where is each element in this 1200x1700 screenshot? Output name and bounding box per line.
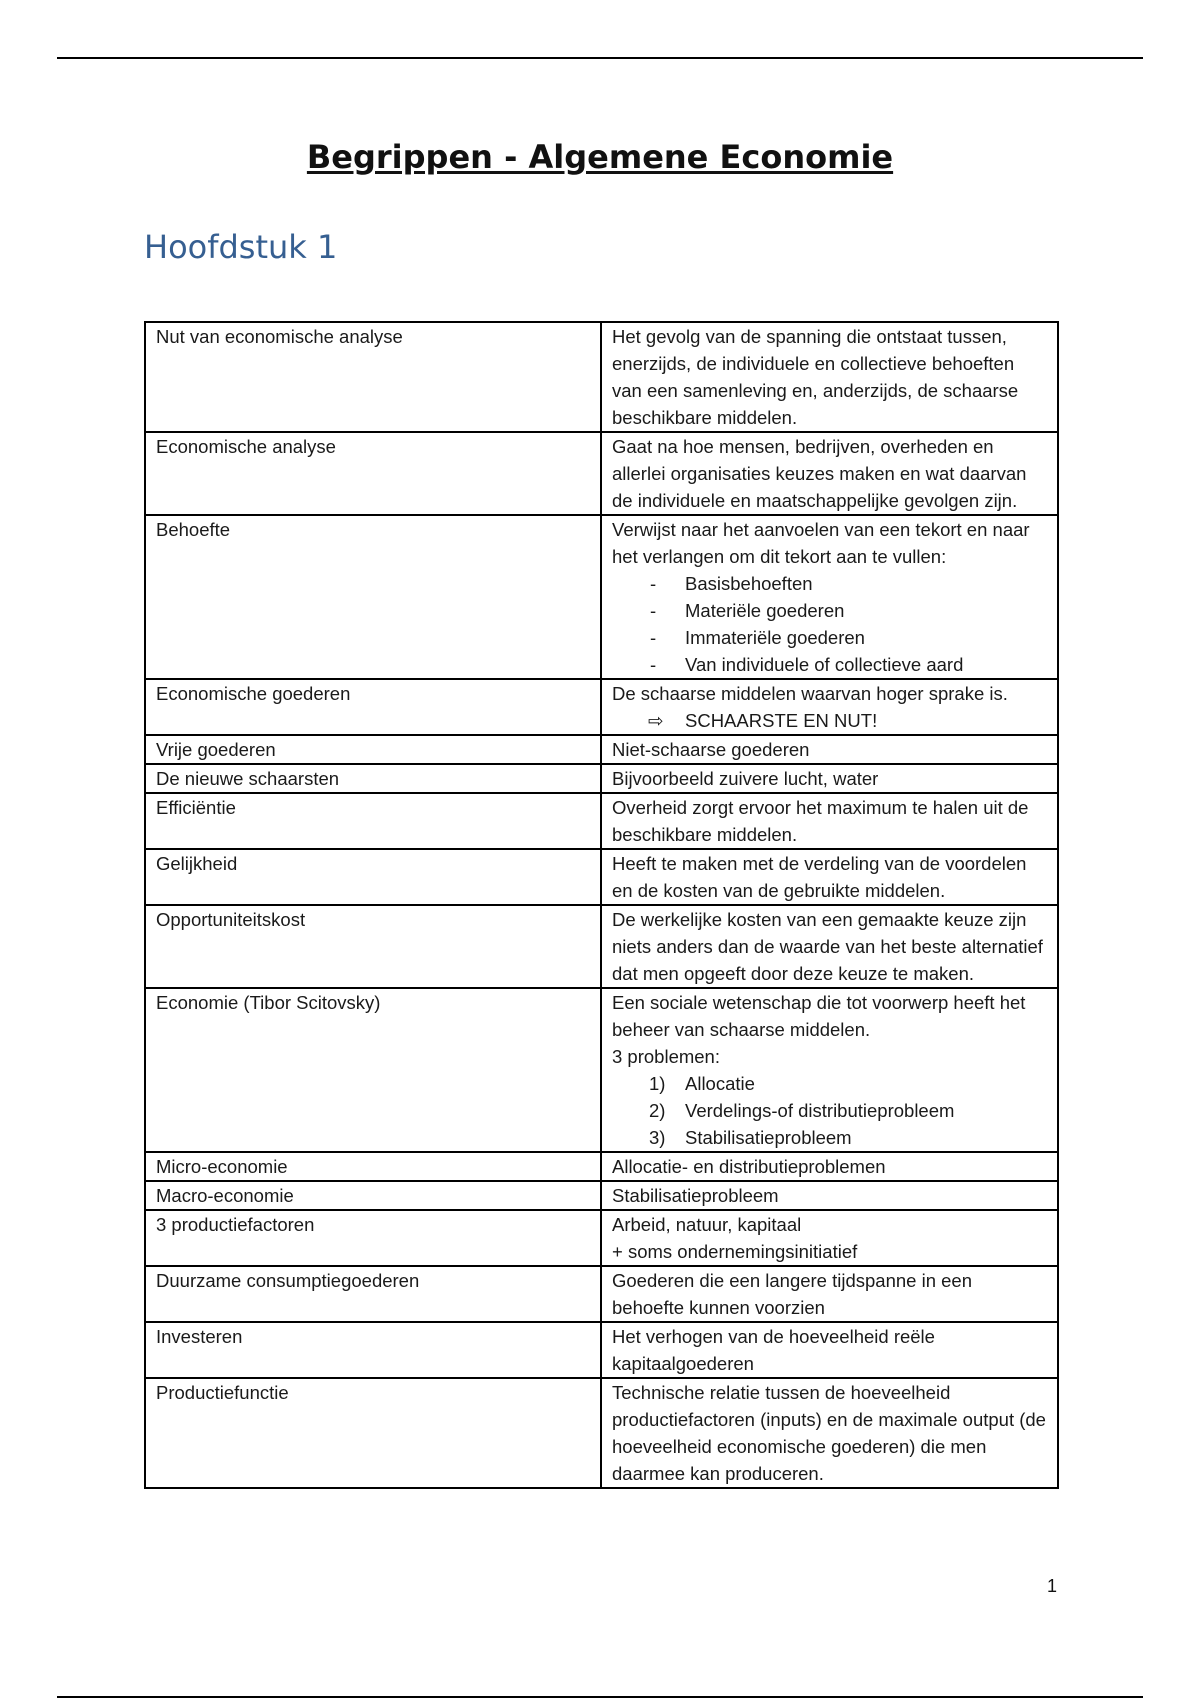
term-cell: Macro-economie	[145, 1181, 601, 1210]
definition-cell	[601, 679, 1058, 735]
table-row	[145, 1266, 1058, 1322]
table-row	[145, 849, 1058, 905]
definition-cell	[601, 1210, 1058, 1266]
definition-text: Overheid zorgt ervoor het maximum te halen uit de beschikbare middelen.	[612, 797, 1029, 845]
list-item	[612, 1097, 1047, 1124]
arrow-note-text: SCHAARSTE EN NUT!	[685, 710, 878, 731]
definition-cell	[601, 988, 1058, 1152]
table-row	[145, 1378, 1058, 1488]
definition-text: Allocatie- en distributieproblemen	[612, 1156, 886, 1177]
arrow-note	[612, 707, 1047, 734]
header-rule	[57, 57, 1143, 59]
list-number: 2)	[649, 1100, 666, 1121]
definition-text: Stabilisatieprobleem	[612, 1185, 779, 1206]
page-number: 1	[1046, 1576, 1057, 1596]
term-cell: Nut van economische analyse	[145, 322, 601, 432]
table-row	[145, 1181, 1058, 1210]
footer-rule	[57, 1696, 1143, 1698]
table-row	[145, 322, 1058, 432]
term-cell: Duurzame consumptiegoederen	[145, 1266, 601, 1322]
definition-text: Verwijst naar het aanvoelen van een tekort en naar het verlangen om dit tekort aan te vullen:	[612, 519, 1030, 567]
definition-cell	[601, 322, 1058, 432]
list-item-text: Stabilisatieprobleem	[685, 1127, 852, 1148]
list-item-text: Verdelings-of distributieprobleem	[685, 1100, 955, 1121]
terms-table	[144, 321, 1059, 1489]
definition-text: Het gevolg van de spanning die ontstaat tussen, enerzijds, de individuele en collectieve behoeften van een samenleving en, anderzijds, de schaarse beschikbare middelen.	[612, 326, 1019, 428]
table-row	[145, 793, 1058, 849]
term-cell: Behoefte	[145, 515, 601, 679]
table-row	[145, 735, 1058, 764]
term-cell: Micro-economie	[145, 1152, 601, 1181]
definition-cell	[601, 905, 1058, 988]
list-number: 3)	[649, 1127, 666, 1148]
definition-cell	[601, 735, 1058, 764]
arrow-right-icon: ⇨	[648, 710, 664, 731]
table-row	[145, 432, 1058, 515]
term-cell: Investeren	[145, 1322, 601, 1378]
table-row	[145, 988, 1058, 1152]
definition-text: Technische relatie tussen de hoeveelheid productiefactoren (inputs) en de maximale output (de hoeveelheid economische goederen) die men daarmee kan produceren.	[612, 1382, 1046, 1484]
list-number: 1)	[649, 1073, 666, 1094]
document-title: Begrippen - Algemene Economie	[306, 138, 894, 176]
table-row	[145, 515, 1058, 679]
definition-text: Het verhogen van de hoeveelheid reële kapitaalgoederen	[612, 1326, 935, 1374]
list-item: - Van individuele of collectieve aard	[612, 651, 1047, 678]
table-row	[145, 679, 1058, 735]
definition-text: De werkelijke kosten van een gemaakte keuze zijn niets anders dan de waarde van het beste alternatief dat men opgeeft door deze keuze te maken.	[612, 909, 1043, 984]
definition-text: Een sociale wetenschap die tot voorwerp heeft het beheer van schaarse middelen.	[612, 992, 1026, 1040]
definition-cell	[601, 1152, 1058, 1181]
table-row	[145, 905, 1058, 988]
term-cell: Economische goederen	[145, 679, 601, 735]
definition-cell	[601, 1322, 1058, 1378]
list-item: - Materiële goederen	[612, 597, 1047, 624]
definition-text: De schaarse middelen waarvan hoger sprake is.	[612, 683, 1008, 704]
term-cell: Economie (Tibor Scitovsky)	[145, 988, 601, 1152]
bullet-list	[612, 570, 1047, 678]
definition-text: Heeft te maken met de verdeling van de voordelen en de kosten van de gebruikte middelen.	[612, 853, 1027, 901]
list-item-text: Allocatie	[685, 1073, 755, 1094]
definition-cell	[601, 764, 1058, 793]
definition-cell	[601, 1181, 1058, 1210]
numbered-list	[612, 1070, 1047, 1151]
definition-cell	[601, 432, 1058, 515]
term-cell: De nieuwe schaarsten	[145, 764, 601, 793]
definition-cell	[601, 1266, 1058, 1322]
table-row	[145, 1210, 1058, 1266]
table-row	[145, 1322, 1058, 1378]
term-cell: Economische analyse	[145, 432, 601, 515]
definition-text: Bijvoorbeeld zuivere lucht, water	[612, 768, 879, 789]
definition-cell	[601, 849, 1058, 905]
list-item: - Immateriële goederen	[612, 624, 1047, 651]
chapter-heading: Hoofdstuk 1	[144, 228, 338, 266]
list-item: - Basisbehoeften	[612, 570, 1047, 597]
definition-text: Arbeid, natuur, kapitaal	[612, 1214, 802, 1235]
definition-text: Niet-schaarse goederen	[612, 739, 810, 760]
definition-cell	[601, 1378, 1058, 1488]
definition-text: Gaat na hoe mensen, bedrijven, overheden en allerlei organisaties keuzes maken en wat daarvan de individuele en maatschappelijke gevolgen zijn.	[612, 436, 1027, 511]
term-cell: Vrije goederen	[145, 735, 601, 764]
term-cell: Productiefunctie	[145, 1378, 601, 1488]
definition-cell	[601, 793, 1058, 849]
table-row	[145, 764, 1058, 793]
term-cell: Gelijkheid	[145, 849, 601, 905]
term-cell: Opportuniteitskost	[145, 905, 601, 988]
definition-cell	[601, 515, 1058, 679]
definition-extra: 3 problemen:	[612, 1046, 720, 1067]
term-cell: Efficiëntie	[145, 793, 601, 849]
list-item	[612, 1124, 1047, 1151]
list-item	[612, 1070, 1047, 1097]
definition-text: Goederen die een langere tijdspanne in een behoefte kunnen voorzien	[612, 1270, 973, 1318]
table-row	[145, 1152, 1058, 1181]
definition-extra: + soms ondernemingsinitiatief	[612, 1241, 858, 1262]
term-cell: 3 productiefactoren	[145, 1210, 601, 1266]
